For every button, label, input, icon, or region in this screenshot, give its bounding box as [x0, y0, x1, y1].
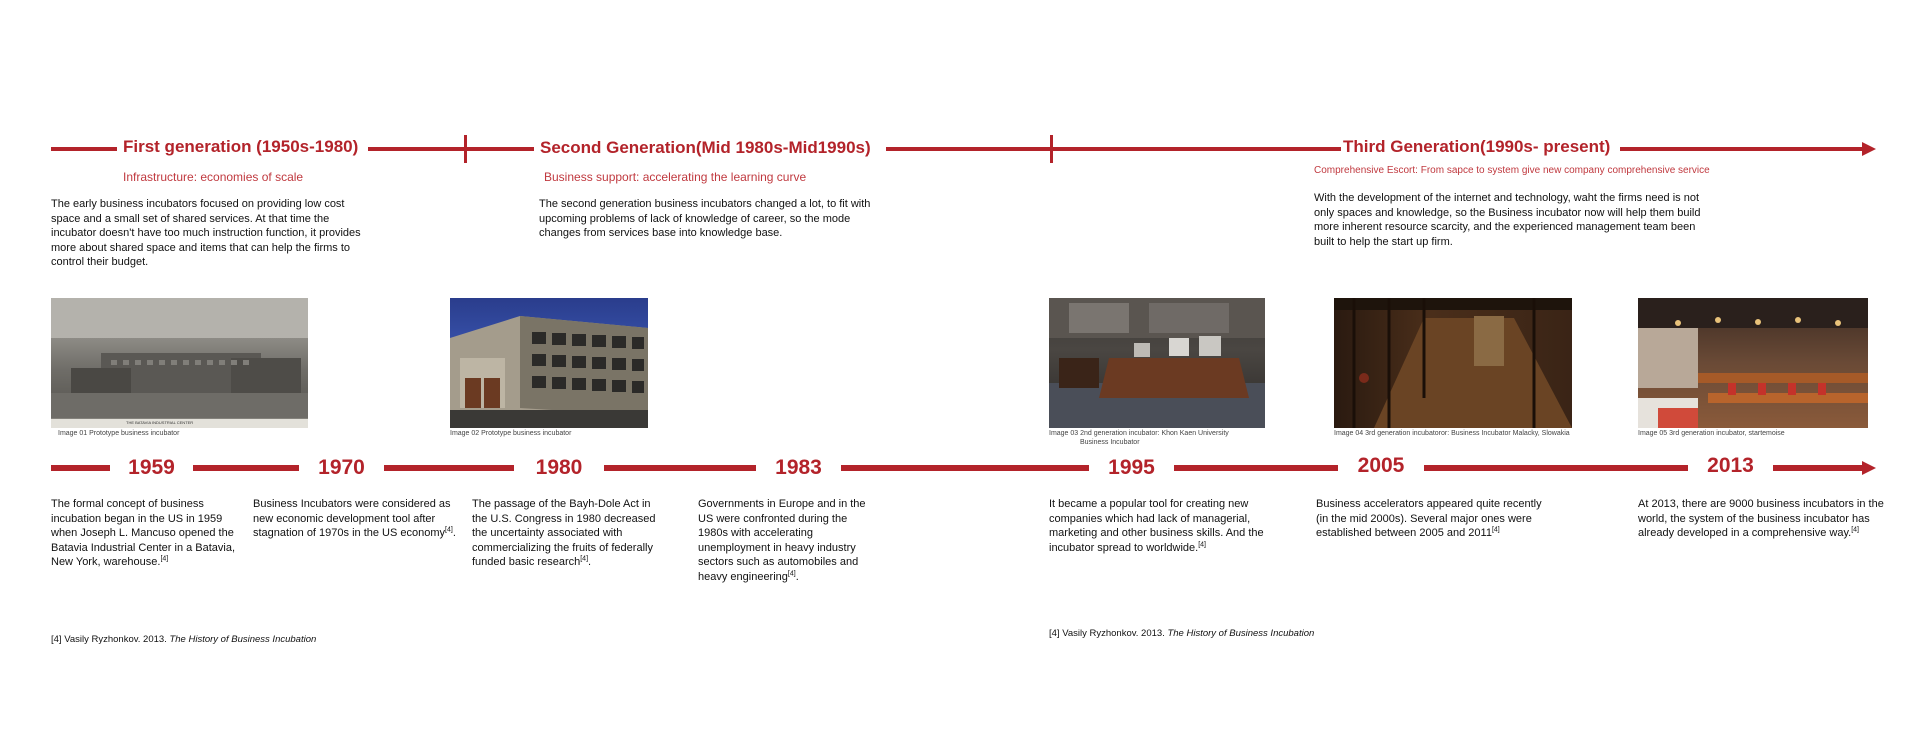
- gen-divider-2: [1050, 135, 1053, 163]
- citation-ref: [4]: [580, 555, 589, 563]
- generation-2-subtitle: Business support: accelerating the learning curve: [544, 170, 807, 184]
- citation-ref: [4]: [160, 555, 169, 563]
- year-line-seg-4: [604, 465, 756, 471]
- milestone-text-end: .: [795, 570, 799, 583]
- year-line-seg-7: [1424, 465, 1688, 471]
- year-line-seg-8: [1773, 465, 1865, 471]
- milestone-1970-text: [253, 497, 458, 541]
- milestone-1959-text: [51, 497, 241, 570]
- generation-3-title: Third Generation(1990s- present): [1343, 137, 1611, 156]
- image-3-caption: Image 03 2nd generation incubator: Khon Kaen University: [1049, 430, 1229, 437]
- milestone-text: At 2013, there are 9000 business incubators in the world, the system of the business incubator has already developed in a comprehensive way.: [1638, 498, 1884, 539]
- generation-2-description: The second generation business incubators changed a lot, to fit with upcoming problems of lack of knowledge of career, so the mode changes from services base into knowledge base.: [539, 198, 871, 239]
- gen-arrow-head-icon: [1862, 142, 1876, 156]
- milestone-text: The passage of the Bayh-Dole Act in the U.S. Congress in 1980 decreased the uncertainty associated with commercializing the fruits of federally funded basic research: [472, 498, 656, 568]
- image-incubator-office: [1049, 298, 1265, 428]
- milestone-text: Governments in Europe and in the US were confronted during the 1980s with accelerating unemployment in heavy industry sectors such as automobiles and heavy engineering: [698, 498, 866, 583]
- milestone-text: Business Incubators were considered as new economic development tool after stagnation of 1970s in the US economy: [253, 498, 451, 539]
- image-inner-caption: THE BATAVIA INDUSTRIAL CENTER: [126, 420, 194, 425]
- citation-ref: [4]: [1851, 526, 1859, 534]
- year-line-seg-3: [384, 465, 514, 471]
- gen-line-seg-4: [1620, 147, 1865, 151]
- gen-divider-1: [464, 135, 467, 163]
- image-incubator-workspace: [1638, 298, 1868, 428]
- year-arrow-head-icon: [1862, 461, 1876, 475]
- generation-1-description: The early business incubators focused on providing low cost space and a small set of shared services. At that time the incubator doesn't have too much instruction function, it provides more about shared space and items that can help the firms to control their budget.: [51, 198, 361, 268]
- milestone-1983-text: [698, 497, 878, 584]
- reference-title: The History of Business Incubation: [169, 634, 317, 645]
- milestone-2005-text: [1316, 497, 1551, 541]
- generation-3-description: With the development of the internet and technology, waht the firms need is not only spaces and knowledge, so the Business incubator now will help them build more inherent resource scarcity, and the experienced management team been built to help the start up firm.: [1314, 192, 1701, 248]
- year-1983: 1983: [775, 456, 822, 479]
- gen-line-seg-2: [368, 147, 534, 151]
- image-1-caption: Image 01 Prototype business incubator: [58, 430, 180, 437]
- milestone-text-end: .: [452, 527, 456, 539]
- year-1995: 1995: [1108, 456, 1155, 479]
- milestone-text-end: .: [588, 556, 592, 568]
- image-4-caption: Image 04 3rd generation incubatoror: Business Incubator Malacky, Slowakia: [1334, 430, 1570, 437]
- image-5-caption: Image 05 3rd generation incubator, startemoise: [1638, 430, 1785, 437]
- year-line-seg-6: [1174, 465, 1338, 471]
- milestone-1980-text: [472, 497, 667, 570]
- image-incubator-corridor: [1334, 298, 1572, 428]
- citation-ref: [4]: [787, 569, 796, 577]
- generation-1-title: First generation (1950s-1980): [123, 137, 359, 156]
- year-line-seg-5: [841, 465, 1089, 471]
- reference-left: [51, 634, 316, 645]
- milestone-text: It became a popular tool for creating new companies which had lack of managerial, marketing and other business skills. And the incubator spread to worldwide.: [1049, 498, 1264, 554]
- citation-ref: [4]: [1491, 526, 1500, 534]
- generation-2-title: Second Generation(Mid 1980s-Mid1990s): [540, 138, 871, 157]
- milestone-text: The formal concept of business incubation began in the US in 1959 when Joseph L. Mancuso opened the Batavia Industrial Center in a Batavia, New York, warehouse.: [51, 498, 236, 568]
- reference-title: The History of Business Incubation: [1167, 628, 1315, 639]
- reference-author: [4] Vasily Ryzhonkov. 2013.: [51, 634, 170, 645]
- year-line-seg-1: [51, 465, 110, 471]
- image-2-caption: Image 02 Prototype business incubator: [450, 430, 572, 437]
- year-1980: 1980: [535, 456, 583, 479]
- generation-3-subtitle: Comprehensive Escort: From sapce to system give new company comprehensive service: [1314, 165, 1710, 176]
- image-factory-building: [450, 298, 648, 428]
- reference-right: [1049, 628, 1314, 639]
- citation-ref: [4]: [445, 526, 453, 534]
- image-3-caption-line-2: Business Incubator: [1080, 439, 1140, 446]
- milestone-2013-text: [1638, 497, 1888, 541]
- milestone-text: Business accelerators appeared quite recently (in the mid 2000s). Several major ones were established between 2005 and 2011: [1316, 498, 1542, 539]
- reference-author: [4] Vasily Ryzhonkov. 2013.: [1049, 628, 1168, 639]
- citation-ref: [4]: [1198, 540, 1206, 548]
- year-line-seg-2: [193, 465, 299, 471]
- image-batavia-industrial-center: [51, 298, 308, 428]
- year-2013: 2013: [1707, 454, 1754, 477]
- gen-line-seg-1: [51, 147, 117, 151]
- year-1970: 1970: [318, 456, 365, 479]
- generation-1-subtitle: Infrastructure: economies of scale: [123, 170, 304, 184]
- milestone-1995-text: [1049, 497, 1274, 555]
- gen-line-seg-3: [886, 147, 1341, 151]
- year-1959: 1959: [128, 456, 175, 479]
- year-2005: 2005: [1357, 454, 1405, 477]
